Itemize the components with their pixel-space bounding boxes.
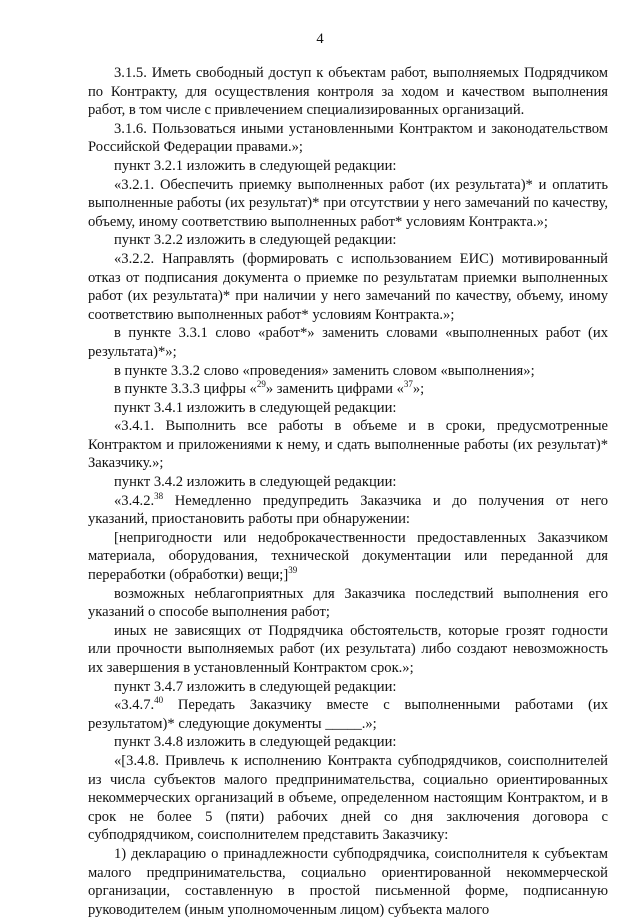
paragraph (88, 492, 608, 529)
footnote-ref: 40 (154, 695, 164, 706)
paragraph: иных не зависящих от Подрядчика обстоятельств, которые грозят годности или прочности выполняемых работ (их результата) либо создают невозможность их завершения в установленный Контрактом срок.»; (88, 622, 608, 676)
paragraph-text: Передать Заказчику вместе с выполненными работами (их результатом)* следующие документы _____.»; (88, 697, 608, 732)
paragraph (88, 696, 608, 733)
paragraph: «[3.4.8. Привлечь к исполнению Контракта субподрядчиков, соисполнителей из числа субъектов малого предпринимательства, социально ориентированных некоммерческих организаций в объеме, определенном настоящим Контрактом, и в срок не более 5 (пяти) рабочих дней со дня заключения договора с субподрядчиком, соисполнителем представить Заказчику: (88, 752, 608, 844)
paragraph-text: Немедленно предупредить Заказчика и до получения от него указаний, приостановить работы при обнаружении: (88, 492, 608, 528)
document-body (88, 64, 608, 919)
paragraph: пункт 3.4.7 изложить в следующей редакции: (114, 678, 397, 695)
paragraph: «3.2.1. Обеспечить приемку выполненных работ (их результата)* и оплатить выполненные работы (их результат)* при отсутствии у него замечаний по качеству, объему, иному соответствию выполненных работ* условиям Контракта.»; (88, 176, 608, 230)
paragraph: пункт 3.4.2 изложить в следующей редакции: (114, 474, 397, 491)
paragraph-text: »; (412, 381, 425, 398)
paragraph: в пункте 3.3.2 слово «проведения» заменить словом «выполнения»; (114, 362, 535, 379)
paragraph-text: в пункте 3.3.3 цифры « (114, 381, 257, 398)
paragraph-text: «3.4.7. (114, 697, 155, 714)
paragraph (88, 380, 608, 399)
paragraph: возможных неблагоприятных для Заказчика последствий выполнения его указаний о способе выполнения работ; (88, 585, 608, 621)
footnote-ref: 38 (154, 490, 164, 501)
paragraph: 3.1.6. Пользоваться иными установленными Контрактом и законодательством Российской Федерации правами.»; (88, 120, 608, 156)
footnote-ref: 29 (256, 379, 266, 390)
paragraph (88, 529, 608, 585)
paragraph: пункт 3.4.8 изложить в следующей редакции: (114, 734, 397, 751)
footnote-ref: 39 (288, 565, 298, 576)
paragraph-text: [непригодности или недоброкачественности предоставленных Заказчиком материала, оборудования, технической документации или переданной для переработки (обработки) вещи;] (88, 529, 608, 584)
paragraph-text: » заменить цифрами « (265, 381, 404, 398)
paragraph: «3.4.1. Выполнить все работы в объеме и в сроки, предусмотренные Контрактом и приложениями к нему, и сдать выполненные работы (их результат)* Заказчику.»; (88, 418, 608, 472)
paragraph: «3.2.2. Направлять (формировать с использованием ЕИС) мотивированный отказ от подписания документа о приемке по результатам приемки выполненных работ (их результата)* при наличии у него замечаний по качеству, объему, иному соответствию выполненных работ* условиям Контракта.»; (88, 250, 608, 323)
paragraph: в пункте 3.3.1 слово «работ*» заменить словами «выполненных работ (их результата)*»; (88, 325, 608, 360)
paragraph-text: «3.4.2. (114, 492, 155, 509)
paragraph: 3.1.5. Иметь свободный доступ к объектам работ, выполняемых Подрядчиком по Контракту, для осуществления контроля за ходом и качеством выполнения работ, в том числе с привлечением специализированных организаций. (88, 65, 608, 119)
paragraph: пункт 3.4.1 изложить в следующей редакции: (114, 399, 397, 416)
footnote-ref: 37 (403, 379, 413, 390)
page-number: 4 (316, 31, 324, 47)
paragraph: пункт 3.2.1 изложить в следующей редакции: (114, 157, 397, 174)
paragraph: пункт 3.2.2 изложить в следующей редакции: (114, 232, 397, 249)
paragraph: 1) декларацию о принадлежности субподрядчика, соисполнителя к субъектам малого предпринимательства, социально ориентированной некоммерческой организации, составленную в простой письменной форме, подписанную руководителем (иным уполномоченным лицом) субъекта малого (88, 845, 608, 918)
